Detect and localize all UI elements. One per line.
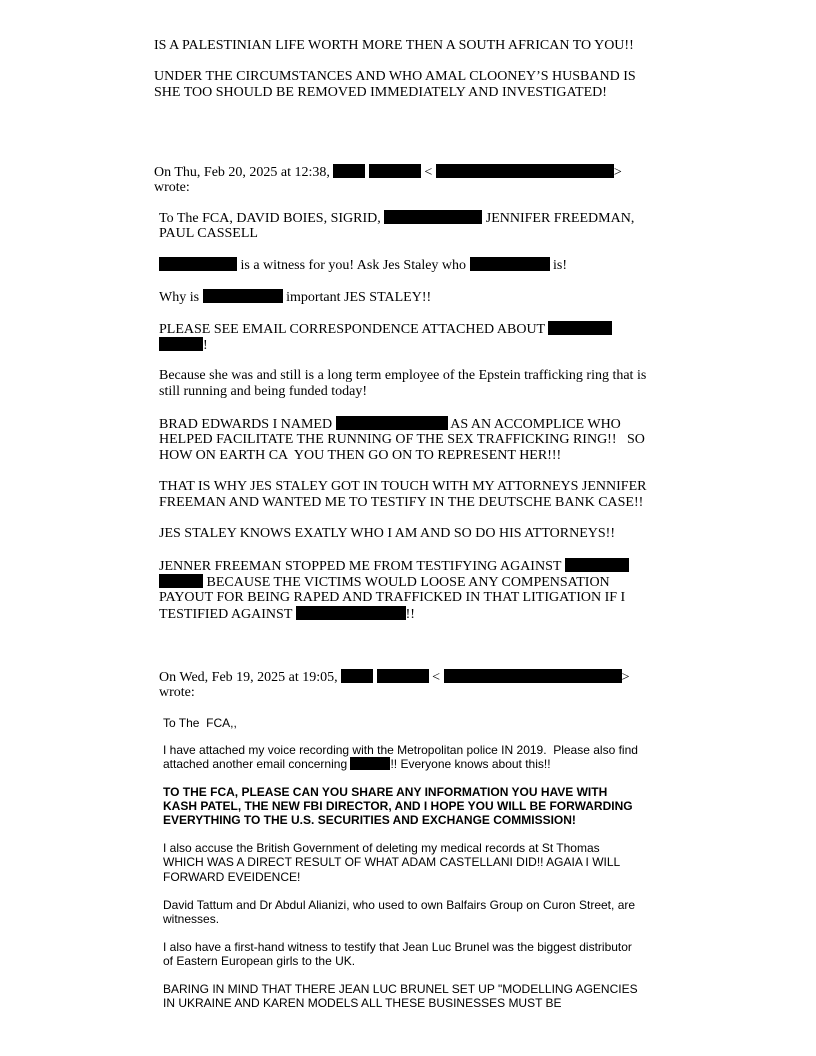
text: Why is [159, 290, 200, 305]
bold-line: TO THE FCA, PLEASE CAN YOU SHARE ANY INFORMATION YOU HAVE WITH [163, 785, 608, 799]
text: ! [203, 338, 208, 353]
redaction-block [159, 337, 203, 351]
body-line [163, 757, 551, 771]
body-line [159, 416, 621, 433]
text: is! [553, 258, 568, 273]
redaction-block [548, 321, 612, 335]
text: JENNER FREEMAN STOPPED ME FROM TESTIFYING AGAINST [159, 559, 562, 574]
redaction-block [341, 669, 373, 683]
text: !! Everyone knows about this!! [390, 757, 551, 771]
body-line [159, 558, 629, 575]
email-date: On Thu, Feb 20, 2025 at 12:38, [154, 165, 330, 180]
redaction-block [203, 289, 283, 303]
email-header [159, 669, 629, 686]
body-line: UNDER THE CIRCUMSTANCES AND WHO AMAL CLOONEY’S HUSBAND IS [154, 69, 636, 84]
body-line: HOW ON EARTH CA YOU THEN GO ON TO REPRESENT HER!!! [159, 448, 562, 463]
redaction-block [369, 164, 421, 178]
email-wrote: wrote: [154, 180, 190, 195]
text: !! [405, 607, 415, 622]
body-line: David Tattum and Dr Abdul Alianizi, who used to own Balfairs Group on Curon Street, are [163, 898, 636, 912]
redaction-block [159, 574, 203, 588]
angle-bracket: > [613, 165, 622, 180]
angle-bracket: < [432, 670, 441, 685]
body-line: PAYOUT FOR BEING RAPED AND TRAFFICKED IN THAT LITIGATION IF I [159, 590, 626, 605]
body-line [159, 257, 567, 274]
email-wrote: wrote: [159, 685, 195, 700]
body-line: I also have a first-hand witness to testify that Jean Luc Brunel was the biggest distributor [163, 940, 632, 954]
text: important JES STALEY!! [286, 290, 432, 305]
redaction-block [470, 257, 550, 271]
redaction-block [350, 757, 390, 770]
text: attached another email concerning [163, 757, 348, 771]
redaction-block [444, 669, 622, 683]
body-line [159, 606, 415, 623]
text: is a witness for you! Ask Jes Staley who [240, 258, 467, 273]
redaction-block [436, 164, 614, 178]
redaction-block [296, 606, 406, 620]
body-line: I also accuse the British Government of deleting my medical records at St Thomas [163, 841, 600, 855]
redaction-block [333, 164, 365, 178]
redaction-block [377, 669, 429, 683]
email-date: On Wed, Feb 19, 2025 at 19:05, [159, 670, 338, 685]
body-line: FORWARD EVEIDENCE! [163, 870, 301, 884]
heading-line: IS A PALESTINIAN LIFE WORTH MORE THEN A SOUTH AFRICAN TO YOU!! [154, 38, 634, 53]
angle-bracket: < [424, 165, 433, 180]
recipient-line [159, 210, 634, 227]
body-line: IN UKRAINE AND KAREN MODELS ALL THESE BUSINESSES MUST BE [163, 996, 562, 1010]
redaction-block [159, 257, 237, 271]
body-line [159, 337, 208, 354]
body-line: WHICH WAS A DIRECT RESULT OF WHAT ADAM CASTELLANI DID!! AGAIA I WILL [163, 855, 621, 869]
redaction-block [336, 416, 448, 430]
body-line: FREEMAN AND WANTED ME TO TESTIFY IN THE DEUTSCHE BANK CASE!! [159, 495, 644, 510]
text: To The FCA, DAVID BOIES, SIGRID, [159, 211, 381, 226]
text: JENNIFER FREEDMAN, [485, 211, 635, 226]
body-line: Because she was and still is a long term employee of the Epstein trafficking ring that is [159, 368, 647, 383]
body-line: BARING IN MIND THAT THERE JEAN LUC BRUNEL SET UP "MODELLING AGENCIES [163, 982, 638, 996]
recipient-line: PAUL CASSELL [159, 226, 258, 241]
text: PLEASE SEE EMAIL CORRESPONDENCE ATTACHED ABOUT [159, 322, 545, 337]
text: BECAUSE THE VICTIMS WOULD LOOSE ANY COMPENSATION [206, 575, 610, 590]
body-line: of Eastern European girls to the UK. [163, 954, 356, 968]
redaction-block [384, 210, 482, 224]
bold-line: KASH PATEL, THE NEW FBI DIRECTOR, AND I HOPE YOU WILL BE FORWARDING [163, 799, 633, 813]
body-line [159, 321, 612, 338]
text: TESTIFIED AGAINST [159, 607, 293, 622]
body-line: HELPED FACILITATE THE RUNNING OF THE SEX TRAFFICKING RING!! SO [159, 432, 645, 447]
body-line: witnesses. [163, 912, 220, 926]
angle-bracket: > [621, 670, 630, 685]
text: BRAD EDWARDS I NAMED [159, 417, 333, 432]
body-line: I have attached my voice recording with the Metropolitan police IN 2019. Please also find [163, 743, 638, 757]
email-header [154, 164, 622, 181]
body-line [159, 289, 431, 306]
body-line: still running and being funded today! [159, 384, 368, 399]
body-line: THAT IS WHY JES STALEY GOT IN TOUCH WITH MY ATTORNEYS JENNIFER [159, 479, 647, 494]
body-line [159, 574, 610, 591]
text: AS AN ACCOMPLICE WHO [450, 417, 621, 432]
recipient-line: To The FCA,, [163, 716, 237, 730]
redaction-block [565, 558, 629, 572]
bold-line: EVERYTHING TO THE U.S. SECURITIES AND EXCHANGE COMMISSION! [163, 813, 576, 827]
body-line: SHE TOO SHOULD BE REMOVED IMMEDIATELY AND INVESTIGATED! [154, 85, 607, 100]
body-line: JES STALEY KNOWS EXATLY WHO I AM AND SO DO HIS ATTORNEYS!! [159, 526, 615, 541]
